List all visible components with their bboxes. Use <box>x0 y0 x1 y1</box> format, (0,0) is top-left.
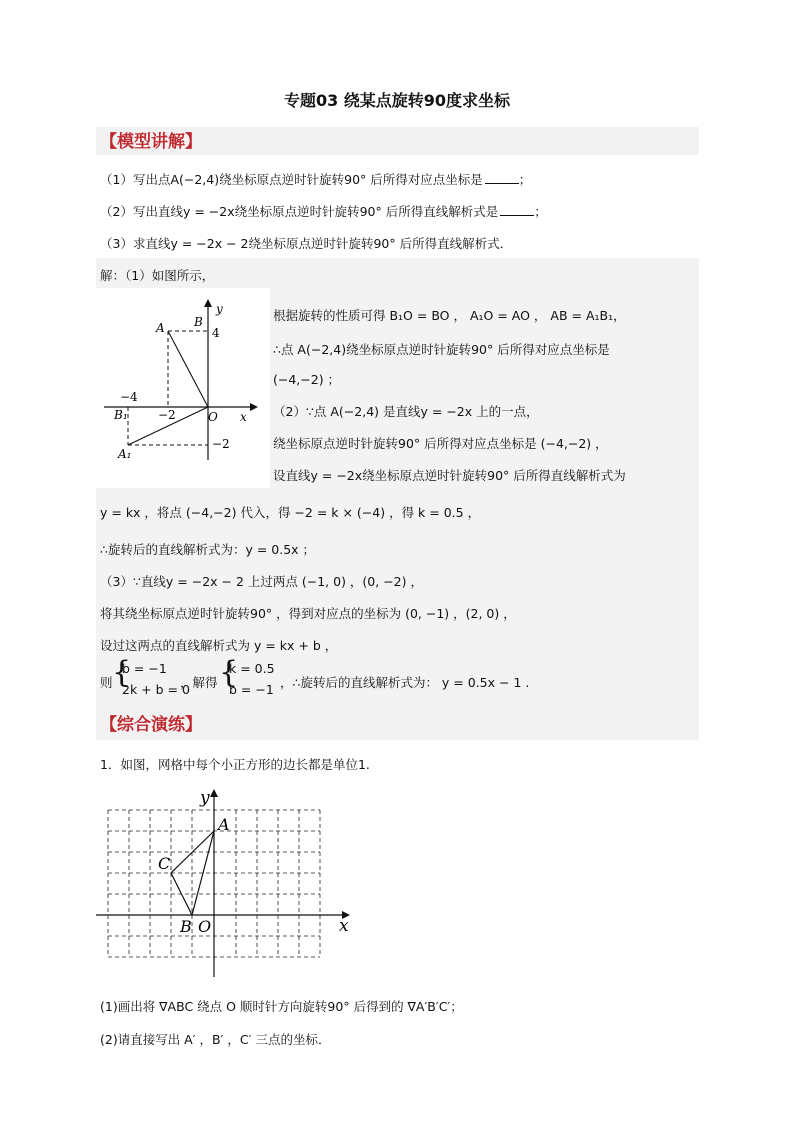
tick-neg2-y-label: −2 <box>212 437 230 451</box>
question-2: （2）写出直线y = −2x绕坐标原点逆时针旋转90° 后所得直线解析式是 ； <box>100 204 547 219</box>
point-a1-label: A₁ <box>118 447 132 461</box>
x-axis-label: x <box>240 410 247 424</box>
solution-line-7: y = kx ，将点 (−4,−2) 代入，得 −2 = k × (−4) ，得 k = 0.5 ， <box>100 505 481 520</box>
y-axis-arrow-icon <box>204 299 212 307</box>
solution-line-11: 设过这两点的直线解析式为 y = kx + b ， <box>100 638 338 653</box>
brace-system-1: { <box>112 655 132 690</box>
system-1-eq-2: 2k + b = 0 <box>122 682 190 697</box>
section-title-model: 【模型讲解】 <box>100 132 202 152</box>
system-2-eq-1: k = 0.5 <box>229 661 275 676</box>
solution-intro: 解：（1）如图所示， <box>100 268 215 283</box>
origin-label: O <box>208 410 218 424</box>
point-a-label: A <box>218 815 230 834</box>
tick-neg4-label: −4 <box>120 390 138 404</box>
solution-line-12-prefix: 则 <box>100 675 113 690</box>
point-b-label: B <box>194 315 203 329</box>
point-c-label: C <box>158 854 171 873</box>
point-b1-label: B₁ <box>114 408 128 422</box>
x-axis-arrow-icon <box>250 403 258 411</box>
answer-blank-2 <box>500 205 534 216</box>
point-a-label: A <box>156 321 165 335</box>
question-1: （1）写出点A(−2,4)绕坐标原点逆时针旋转90° 后所得对应点坐标是 ； <box>100 172 532 187</box>
y-axis-label: y <box>216 302 223 316</box>
section-header-practice <box>96 710 699 740</box>
solution-line-8: ∴旋转后的直线解析式为：y = 0.5x ； <box>100 542 316 557</box>
solution-line-5: 绕坐标原点逆时针旋转90° 后所得对应点坐标是 (−4,−2) ， <box>273 436 608 451</box>
solution-line-12-end: ，∴旋转后的直线解析式为： y = 0.5x − 1 . <box>280 675 530 690</box>
x-axis-label: x <box>339 916 349 936</box>
tick-neg2-x-label: −2 <box>158 408 176 422</box>
solution-line-9: （3）∵直线y = −2x − 2 上过两点 (−1, 0) ，(0, −2) ， <box>100 574 423 589</box>
brace-system-2: { <box>219 655 239 690</box>
figure-rotation-diagram <box>100 295 260 465</box>
system-1-eq-1: b = −1 <box>122 661 167 676</box>
point-b-label: B <box>180 917 192 936</box>
practice-line-1: 1．如图，网格中每个小正方形的边长都是单位1. <box>100 757 370 772</box>
practice-line-2: (1)画出将 ∇ABC 绕点 O 顺时针方向旋转90° 后得到的 ∇A′B′C′； <box>100 999 463 1014</box>
figure-grid-triangle <box>90 785 365 980</box>
section-header-model <box>96 127 699 155</box>
solution-line-1: 根据旋转的性质可得 B₁O = BO ， A₁O = AO ， AB = A₁B₁， <box>273 308 626 323</box>
solution-line-2: ∴点 A(−2,4)绕坐标原点逆时针旋转90° 后所得对应点坐标是 <box>273 342 610 357</box>
solution-line-6: 设直线y = −2x绕坐标原点逆时针旋转90° 后所得直线解析式为 <box>273 468 626 483</box>
answer-blank-1 <box>485 173 519 184</box>
segment-ao <box>168 331 208 407</box>
solution-line-3: (−4,−2) ； <box>273 372 341 387</box>
practice-line-3: (2)请直接写出 A′ ，B′ ，C′ 三点的坐标． <box>100 1032 331 1047</box>
origin-label: O <box>198 917 212 936</box>
y-axis-label: y <box>200 788 210 808</box>
question-3: （3）求直线y = −2x − 2绕坐标原点逆时针旋转90° 后所得直线解析式． <box>100 236 513 251</box>
system-2-eq-2: b = −1 <box>229 682 274 697</box>
y-axis-arrow-icon <box>210 789 218 797</box>
page-title: 专题03 绕某点旋转90度求坐标 <box>283 91 511 110</box>
solution-line-4: （2）∵点 A(−2,4) 是直线y = −2x 上的一点， <box>273 404 539 419</box>
solution-line-12-mid: ，解得 <box>180 675 218 690</box>
section-title-practice: 【综合演练】 <box>100 715 202 735</box>
tick-4-label: 4 <box>212 326 220 340</box>
solution-line-10: 将其绕坐标原点逆时针旋转90° ，得到对应点的坐标为 (0, −1) ，(2, 0) ， <box>100 606 516 621</box>
